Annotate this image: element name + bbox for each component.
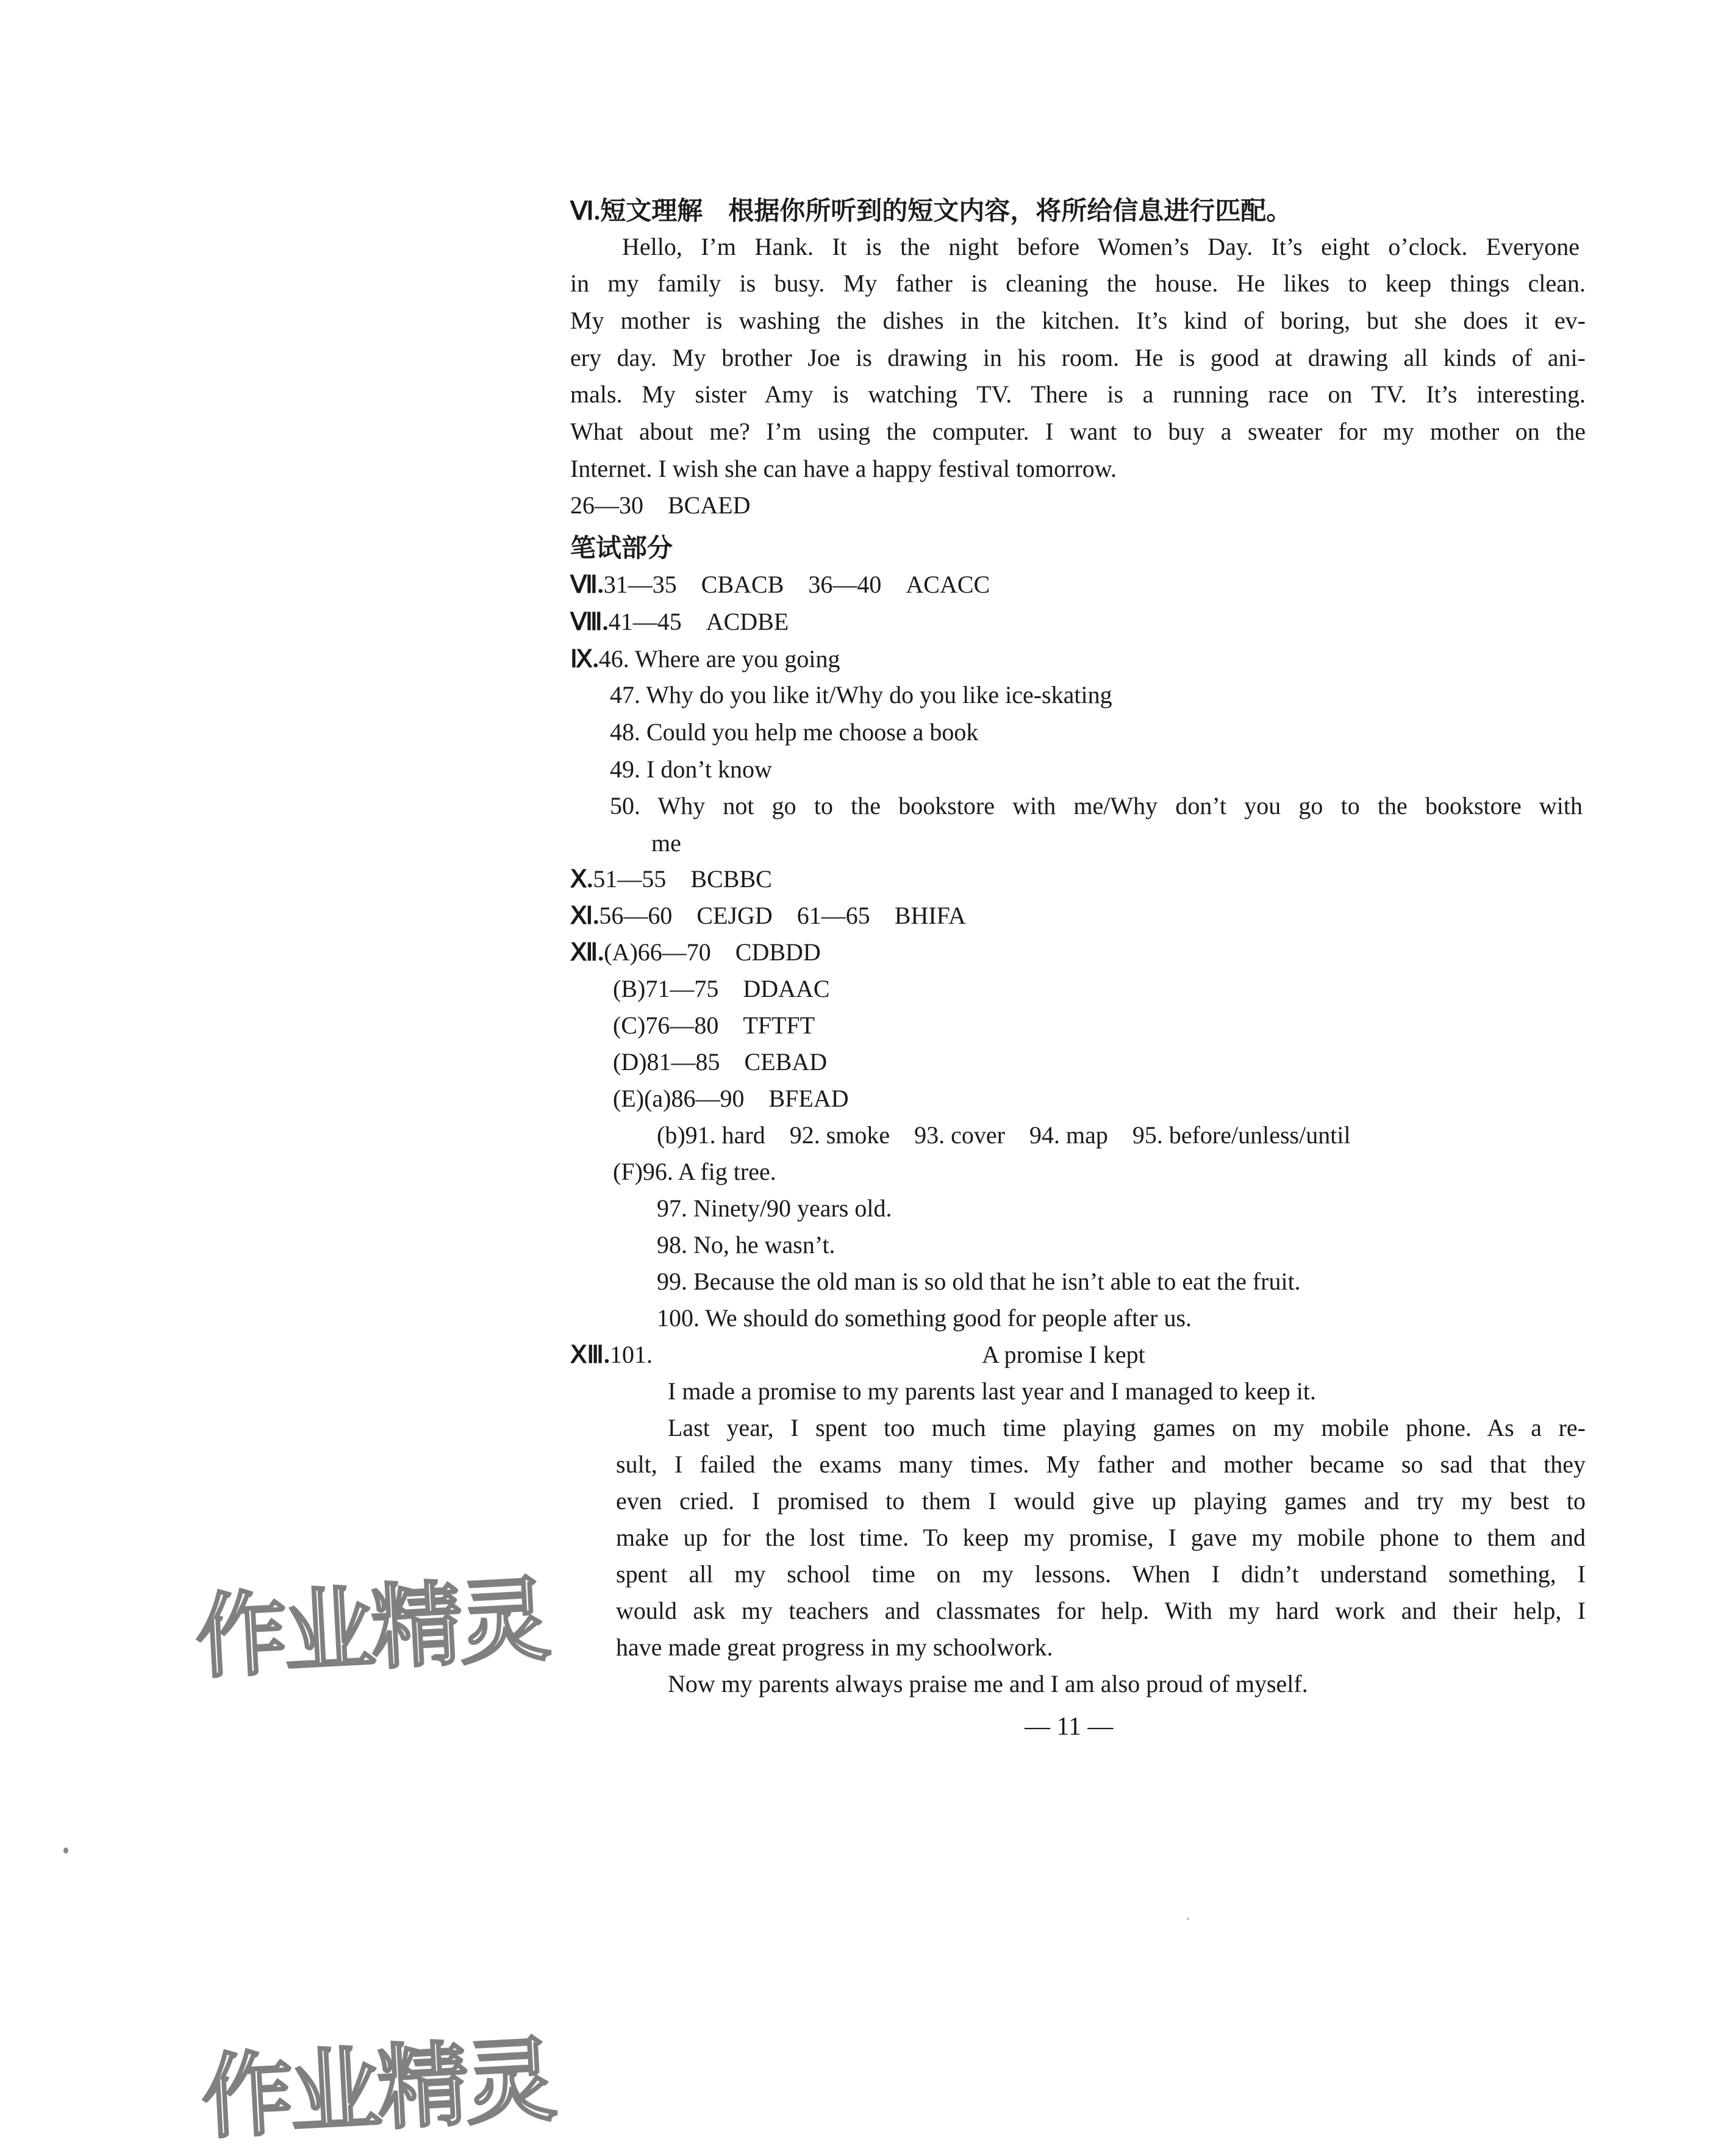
section-12-item-99: 99. Because the old man is so old that he isn’t able to eat the fruit. (657, 1268, 1301, 1295)
page-number: — 11 — (1025, 1713, 1114, 1741)
essay-line-3: sult, I failed the exams many times. My father and mother became so sad that they (616, 1451, 1586, 1478)
section-7-answers: 31—35 CBACB 36—40 ACACC (603, 571, 990, 598)
section-11-answers: 56—60 CEJGD 61—65 BHIFA (599, 902, 966, 929)
section-12-item-97: 97. Ninety/90 years old. (657, 1194, 892, 1222)
section-12-first (570, 938, 821, 967)
essay-line-8: have made great progress in my schoolwork. (616, 1633, 1053, 1661)
section-7 (570, 570, 990, 599)
section-13-numeral: ⅩⅢ. (570, 1341, 610, 1368)
essay-line-5: make up for the lost time. To keep my promise, I gave my mobile phone to them and (616, 1524, 1586, 1551)
section-12-item-98: 98. No, he wasn’t. (657, 1231, 835, 1258)
section-8 (570, 607, 789, 637)
scan-speck (63, 1847, 68, 1854)
passage-line-3: My mother is washing the dishes in the kitchen. It’s kind of boring, but she does it ev- (570, 307, 1586, 334)
section-9-first (570, 644, 840, 674)
section-10-numeral: Ⅹ. (570, 865, 593, 893)
essay-line-4: even cried. I promised to them I would give up playing games and try my best to (616, 1487, 1586, 1515)
essay-line-1: I made a promise to my parents last year and I managed to keep it. (668, 1377, 1316, 1405)
section-9-numeral: Ⅸ. (570, 645, 599, 673)
section-12-numeral: Ⅻ. (570, 938, 604, 966)
section-10-answers: 51—55 BCBBC (593, 865, 772, 893)
scan-speck (1187, 1918, 1189, 1920)
passage-line-7: Internet. I wish she can have a happy festival tomorrow. (570, 455, 1117, 482)
passage-line-4: ery day. My brother Joe is drawing in his room. He is good at drawing all kinds of ani- (570, 344, 1586, 371)
section-11 (570, 901, 966, 930)
section-9-item-46: 46. Where are you going (598, 645, 840, 673)
section-12-line-a: (A)66—70 CDBDD (604, 938, 821, 966)
section-9-item-49: 49. I don’t know (610, 755, 772, 783)
section-13-number: 101. (609, 1341, 653, 1368)
section-8-answers: 41—45 ACDBE (608, 608, 789, 635)
section-8-numeral: Ⅷ. (570, 608, 609, 635)
section-12-line-f: (F)96. A fig tree. (613, 1158, 776, 1185)
section-12-line-d: (D)81—85 CEBAD (613, 1048, 828, 1076)
section-6-numeral: Ⅵ. (570, 198, 601, 226)
section-12-line-b: (B)71—75 DDAAC (613, 975, 830, 1002)
passage-line-2: in my family is busy. My father is cleaning the house. He likes to keep things clean. (570, 270, 1586, 297)
passage-line-6: What about me? I’m using the computer. I want to buy a sweater for my mother on the (570, 418, 1586, 445)
section-12-line-c: (C)76—80 TFTFT (613, 1012, 815, 1039)
essay-line-7: would ask my teachers and classmates for help. With my hard work and their help, I (616, 1597, 1586, 1624)
essay-line-6: spent all my school time on my lessons. When I didn’t understand something, I (616, 1560, 1586, 1588)
section-9-item-50: 50. Why not go to the bookstore with me/Why don’t you go to the bookstore with (610, 792, 1583, 819)
section-9-item-50-cont: me (651, 829, 681, 857)
section-9-item-48: 48. Could you help me choose a book (610, 718, 979, 746)
section-9-item-47: 47. Why do you like it/Why do you like ice-skating (610, 681, 1112, 709)
section-13-number-line (570, 1340, 653, 1369)
section-12-line-e-b: (b)91. hard 92. smoke 93. cover 94. map 95. before/unless/until (657, 1121, 1351, 1149)
passage-line-1: Hello, I’m Hank. It is the night before Women’s Day. It’s eight o’clock. Everyone (622, 233, 1579, 260)
written-part-heading: 笔试部分 (570, 533, 673, 563)
section-10 (570, 865, 772, 894)
section-12-item-100: 100. We should do something good for people after us. (657, 1304, 1192, 1332)
essay-line-2: Last year, I spent too much time playing games on my mobile phone. As a re- (668, 1414, 1586, 1441)
essay-line-9: Now my parents always praise me and I am also proud of myself. (668, 1670, 1308, 1697)
section-6-answer: 26—30 BCAED (570, 491, 751, 519)
section-6-heading (570, 196, 1292, 226)
section-11-numeral: Ⅺ. (570, 902, 599, 929)
passage-line-5: mals. My sister Amy is watching TV. There is a running race on TV. It’s interesting. (570, 380, 1586, 408)
section-6-title: 短文理解 根据你所听到的短文内容，将所给信息进行匹配。 (600, 196, 1292, 226)
watermark-lower: 作业精灵 (199, 2027, 556, 2152)
section-12-line-e: (E)(a)86—90 BFEAD (613, 1085, 849, 1112)
essay-title: A promise I kept (982, 1341, 1145, 1368)
section-7-numeral: Ⅶ. (570, 571, 604, 598)
watermark-upper: 作业精灵 (193, 1567, 549, 1691)
